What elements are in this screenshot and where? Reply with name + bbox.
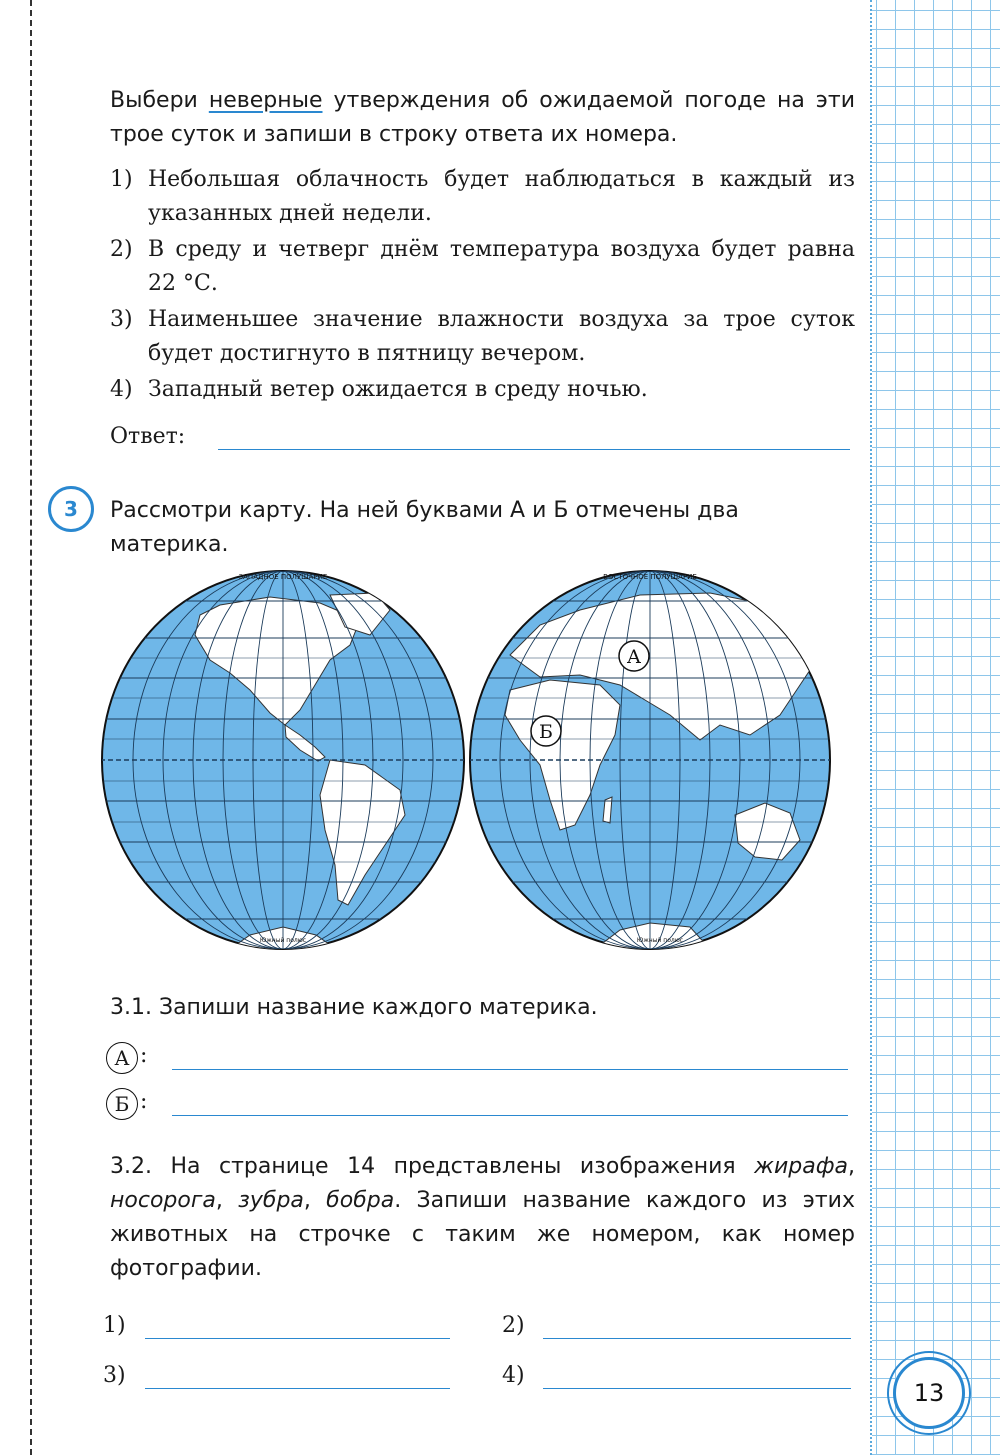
answer-label: Ответ: xyxy=(110,424,186,449)
separator: , xyxy=(303,1188,327,1213)
hemispheres-map xyxy=(100,565,870,950)
answer-num-3: 3) xyxy=(103,1363,126,1388)
animal-bison: зубра xyxy=(238,1188,304,1213)
separator: , xyxy=(215,1188,239,1213)
answer-line-3[interactable] xyxy=(145,1388,450,1389)
answer-num-1: 1) xyxy=(103,1313,126,1338)
answer-line-a[interactable] xyxy=(172,1069,848,1070)
answer-line-1[interactable] xyxy=(145,1338,450,1339)
east-title: ВОСТОЧНОЕ ПОЛУШАРИЕ xyxy=(603,573,697,581)
statement-number: 4) xyxy=(110,377,133,402)
cut-line xyxy=(30,0,32,1455)
marker-b xyxy=(531,716,561,746)
animal-giraffe: жирафа xyxy=(754,1154,848,1179)
statement-2 xyxy=(110,233,855,301)
animal-rhino: носорога xyxy=(110,1188,216,1213)
west-bottom-label: Южный полюс xyxy=(259,937,307,944)
q32-text-1: 3.2. На странице 14 представлены изображения xyxy=(110,1154,755,1179)
underlined-word: неверные xyxy=(208,88,323,113)
statement-4 xyxy=(110,373,855,407)
separator: , xyxy=(848,1154,855,1179)
marker-b-label: Б xyxy=(539,721,553,743)
west-title: ЗАПАДНОЕ ПОЛУШАРИЕ xyxy=(238,573,328,581)
western-hemisphere xyxy=(100,571,466,949)
answer-line-b[interactable] xyxy=(172,1115,848,1116)
q31-text: 3.1. Запиши название каждого материка. xyxy=(110,995,598,1020)
task-number-badge: 3 xyxy=(48,486,94,532)
page-number: 13 xyxy=(893,1357,965,1429)
intro-text-rest: утверждения об ожидаемой погоде на эти трое суток и запиши в строку ответа их номера. xyxy=(110,88,855,147)
task3-intro xyxy=(110,494,855,562)
statement-text: Западный ветер ожидается в среду ночью. xyxy=(148,377,648,402)
statement-text: Наименьшее значение влажности воздуха за трое суток будет достигнуто в пятницу вечером. xyxy=(148,307,855,366)
q32-text-2: . Запиши название каждого из этих животных на строчке с таким же номером, как номер фотографии. xyxy=(110,1188,855,1281)
animal-beaver: бобра xyxy=(326,1188,395,1213)
answer-label-a: А xyxy=(106,1042,138,1074)
q32-text xyxy=(110,1150,855,1286)
statement-number: 1) xyxy=(110,167,133,192)
eastern-hemisphere xyxy=(468,571,832,949)
statements-list xyxy=(110,163,855,407)
answer-label-b: Б xyxy=(106,1088,138,1120)
statement-text: В среду и четверг днём температура воздуха будет равна 22 °С. xyxy=(148,237,855,296)
colon-a: : xyxy=(140,1043,148,1068)
answer-line-4[interactable] xyxy=(543,1388,851,1389)
task3-intro-text: Рассмотри карту. На ней буквами А и Б отмечены два материка. xyxy=(110,498,739,557)
statement-3 xyxy=(110,303,855,371)
answer-num-4: 4) xyxy=(502,1363,525,1388)
answer-num-2: 2) xyxy=(502,1313,525,1338)
answer-line[interactable] xyxy=(218,449,850,450)
marker-a xyxy=(619,641,649,671)
colon-b: : xyxy=(140,1089,148,1114)
statement-text: Небольшая облачность будет наблюдаться в каждый из указанных дней недели. xyxy=(148,167,855,226)
task2-intro xyxy=(110,84,855,152)
graph-paper-margin xyxy=(872,0,1000,1455)
statement-1 xyxy=(110,163,855,231)
east-bottom-label: Южный полюс xyxy=(636,937,684,944)
statement-number: 3) xyxy=(110,307,133,332)
marker-a-label: А xyxy=(626,646,642,668)
statement-number: 2) xyxy=(110,237,133,262)
answer-line-2[interactable] xyxy=(543,1338,851,1339)
intro-text: Выбери xyxy=(110,88,209,113)
